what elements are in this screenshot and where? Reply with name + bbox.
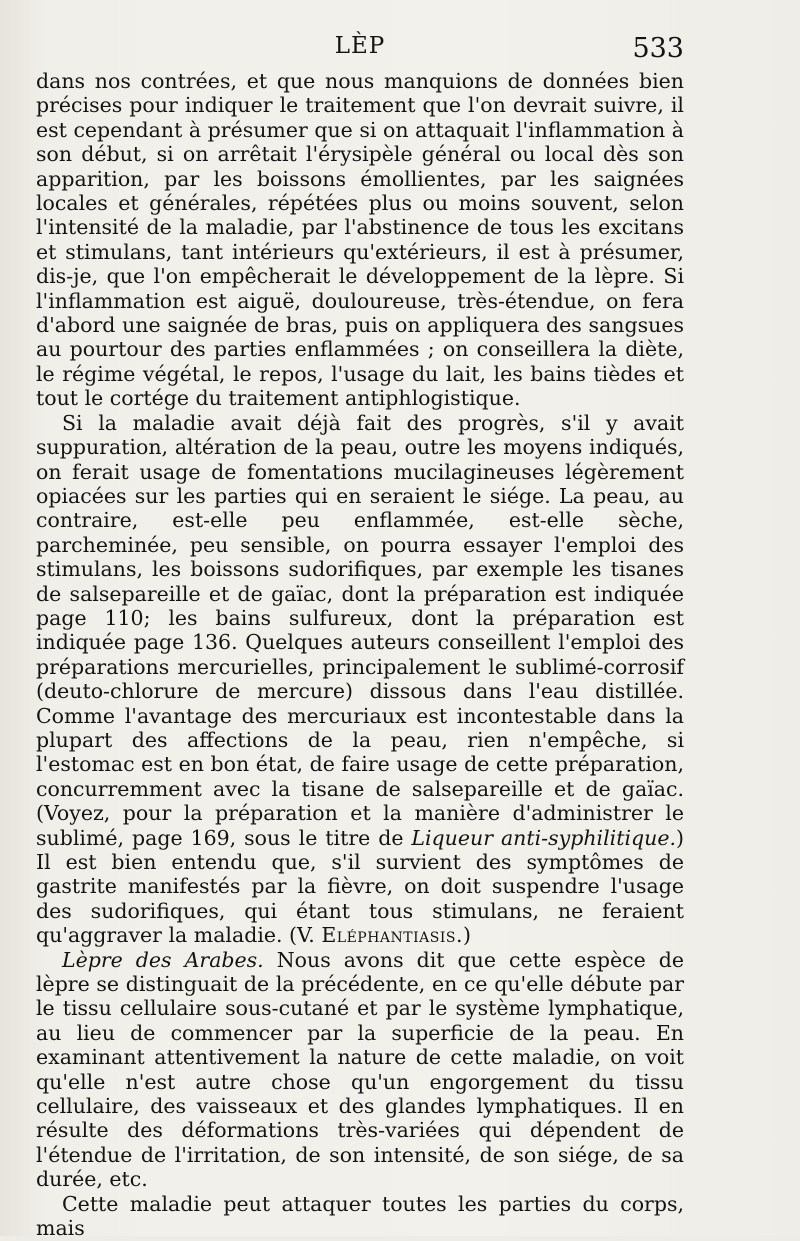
- running-head: LÈP: [334, 33, 386, 59]
- italic-title: Liqueur anti-syphilitique.: [411, 825, 676, 850]
- paragraph-text: ): [463, 923, 471, 948]
- page-header: [36, 33, 684, 69]
- section-lead-title: Lèpre des Arabes.: [62, 947, 264, 972]
- paragraph-treatment: [36, 411, 684, 948]
- paragraph-text: Si la maladie avait déjà fait des progrès, s'il y avait suppuration, altération de la peau, outre les moyens indiqués, on ferait usage de fomentations mucilagineuses légèrement opiacées sur les parties qui en seraient le siége. La peau, au contraire, est-elle peu enflammée, est-elle sèche, parcheminée, peu sensible, on pourra essayer l'emploi des stimulans, les boissons sudorifiques, par exemple les tisanes de salsepareille et de gaïac, dont la préparation est indiquée page 110; les bains sulfureux, dont la préparation est indiquée page 136. Quelques auteurs conseillent l'emploi des préparations mercurielles, principalement le sublimé-corrosif (deuto-chlorure de mercure) dissous dans l'eau distillée. Comme l'avantage des mercuriaux est incontestable dans la plupart des affections de la peau, rien n'empêche, si l'estomac est en bon état, de faire usage de cette préparation, concurremment avec la tisane de salsepareille et de gaïac. (Voyez, pour la préparation et la manière d'administrer le sublimé, page 169, sous le titre de: [36, 410, 684, 850]
- page-body: [36, 69, 684, 1241]
- page-number: 533: [632, 33, 684, 64]
- paragraph-text: Nous avons dit que cette espèce de lèpre se distinguait de la précédente, en ce qu'elle débute par le tissu cellulaire sous-cutané et par le système lymphatique, au lieu de commencer par la superficie de la peau. En examinant attentivement la nature de cette maladie, on voit qu'elle n'est autre chose qu'un engorgement du tissu cellulaire, des vaisseaux et des glandes lymphatiques. Il en résulte des déformations très-variées qui dépendent de l'étendue de l'irritation, de son intensité, de son siége, de sa durée, etc.: [36, 947, 685, 1192]
- paragraph-lepre-arabes: [36, 948, 684, 1192]
- paragraph-continuation: dans nos contrées, et que nous manquions de données bien précises pour indiquer le traitement que l'on devrait suivre, il est cependant à présumer que si on attaquait l'inflammation à son début, si on arrêtait l'érysipèle général ou local dès son apparition, par les boissons émollientes, par les saignées locales et générales, répétées plus ou moins souvent, selon l'intensité de la maladie, par l'abstinence de tous les excitans et stimulans, tant intérieurs qu'extérieurs, il est à présumer, dis-je, que l'on empêcherait le développement de la lèpre. Si l'inflammation est aiguë, douloureuse, très-étendue, on fera d'abord une saignée de bras, puis on appliquera des sangsues au pourtour des parties enflammées ; on conseillera la diète, le régime végétal, le repos, l'usage du lait, les bains tièdes et tout le cortége du traitement antiphlogistique.: [36, 69, 684, 411]
- paragraph-text: ) Il est bien entendu que, s'il survient des symptômes de gastrite manifestés par la fièvre, on doit suspendre l'usage des sudorifiques, qui étant tous stimulans, ne feraient qu'aggraver la maladie. (V.: [36, 825, 684, 948]
- paragraph-last-line: Cette maladie peut attaquer toutes les parties du corps, mais: [36, 1191, 684, 1241]
- cross-reference: Eléphantiasis.: [321, 923, 463, 948]
